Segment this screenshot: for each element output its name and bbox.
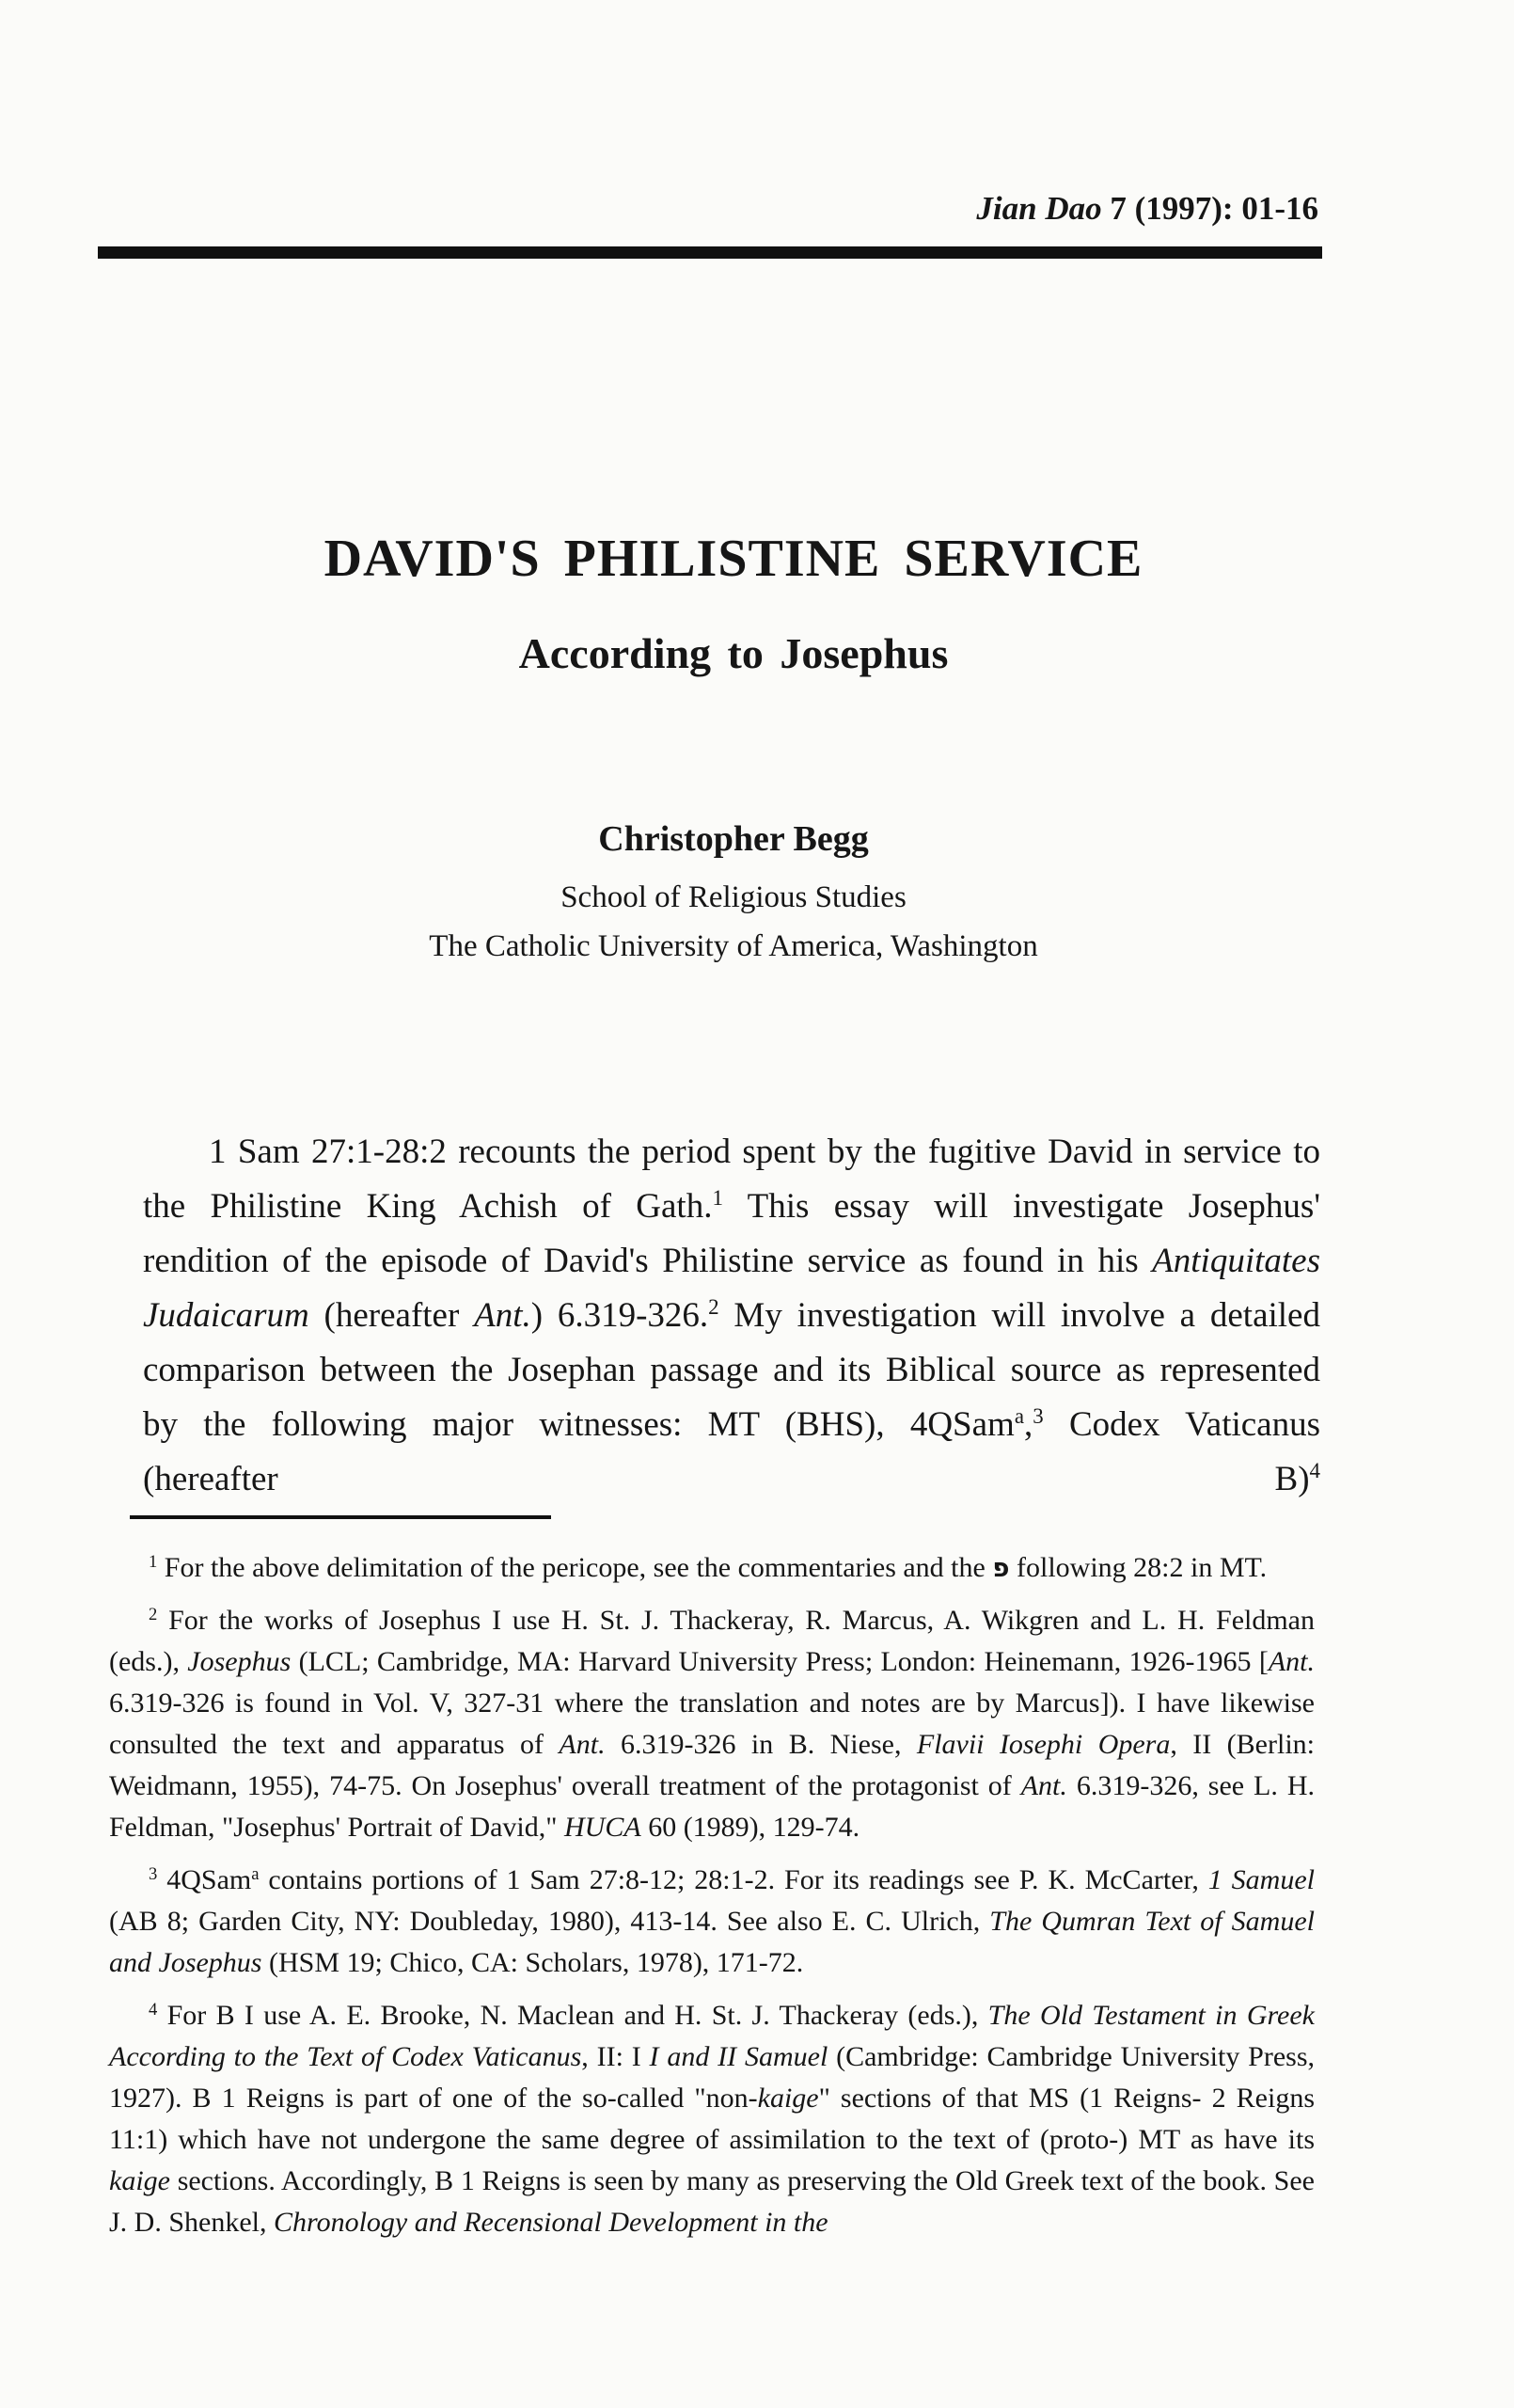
author-affiliation-school: School of Religious Studies [560, 880, 907, 914]
author-name: Christopher Begg [598, 819, 869, 859]
footnote-2: $^2$ For the works of Josephus I use H. St. J. Thackeray, R. Marcus, A. Wikgren and L. H. Feldman (eds.), Josephus (LCL; Cambridge, MA: Harvard University Press; London: Heinemann, 1926-1965 [Ant. 6.319-326 is found in Vol. V, 327-31 where the translation and notes are by Marcus]). I have likewise consulted the text and apparatus of Ant. 6.319-326 in B. Niese, Flavii Iosephi Opera, II (Berlin: Weidmann, 1955), 74-75. On Josephus' overall treatment of the protagonist of Ant. 6.319-326, see L. H. Feldman, "Josephus' Portrait of David," HUCA 60 (1989), 129-74. [109, 1604, 1315, 1843]
article-title: DAVID'S PHILISTINE SERVICE [323, 530, 1143, 588]
footnote-separator-rule [130, 1515, 551, 1519]
journal-citation: Jian Dao 7 (1997): 01-16 [976, 190, 1318, 227]
author-affiliation-university: The Catholic University of America, Washington [429, 929, 1038, 963]
footnote-4: $^4$ For B I use A. E. Brooke, N. Maclean and H. St. J. Thackeray (eds.), The Old Testament in Greek According to the Text of Codex Vaticanus, II: I I and II Samuel (Cambridge: Cambridge University Press, 1927). B 1 Reigns is part of one of the so-called "non-kaige" sections of that MS (1 Reigns- 2 Reigns 11:1) which have not undergone the same degree of assimilation to the text of (proto-) MT as have its kaige sections. Accordingly, B 1 Reigns is seen by many as preserving the Old Greek text of the book. See J. D. Shenkel, Chronology and Recensional Development in the [109, 1999, 1315, 2238]
footnote-3: $^3$ 4QSam$^a$ contains portions of 1 Sam 27:8-12; 28:1-2. For its readings see P. K. McCarter, 1 Samuel (AB 8; Garden City, NY: Doubleday, 1980), 413-14. See also E. C. Ulrich, The Qumran Text of Samuel and Josephus (HSM 19; Chico, CA: Scholars, 1978), 171-72. [109, 1863, 1315, 1978]
article-subtitle: According to Josephus [518, 629, 949, 677]
header-rule [98, 246, 1322, 259]
body-paragraph: 1 Sam 27:1-28:2 recounts the period spent by the fugitive David in service to the Philistine King Achish of Gath.$^1$ This essay will investigate Josephus' rendition of the episode of David's Philistine service as found in his Antiquitates Judaicarum (hereafter Ant.) 6.319-326.$^2$ My investigation will involve a detailed comparison between the Josephan passage and its Biblical source as represented by the following major witnesses: MT (BHS), 4QSam$^a$,$^3$ Codex Vaticanus (hereafter B)$^4$ [143, 1133, 1320, 1498]
footnotes-section [109, 1547, 1315, 2255]
footnote-1: $^1$ For the above delimitation of the pericope, see the commentaries and the פ following 28:2 in MT. [149, 1551, 1268, 1583]
